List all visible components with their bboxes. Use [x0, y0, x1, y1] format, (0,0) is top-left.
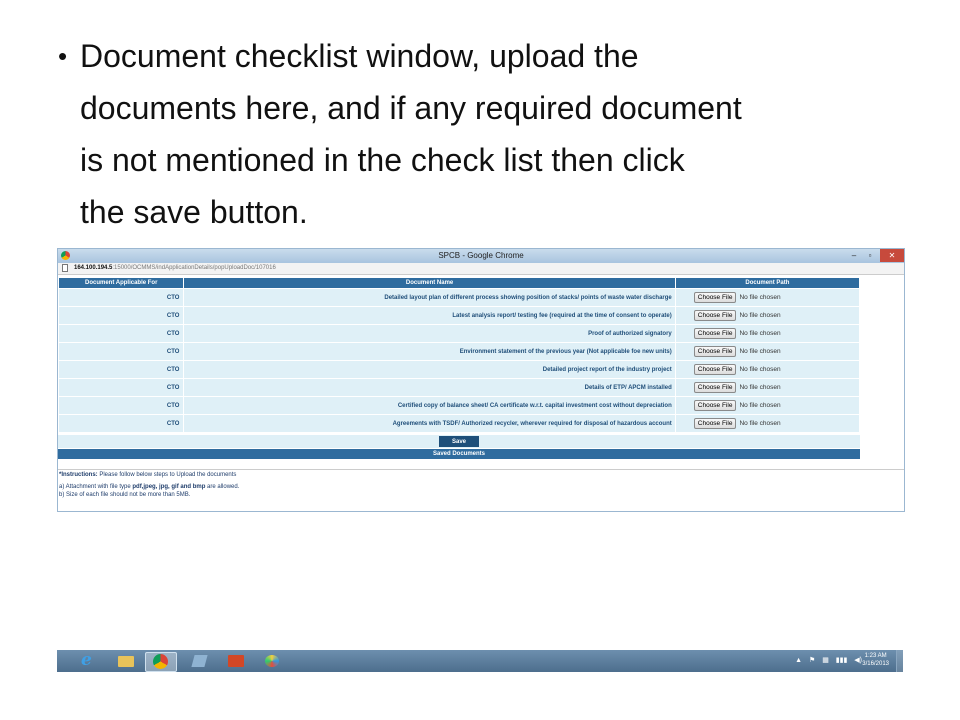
document-name-cell: Detailed project report of the industry project [184, 361, 675, 379]
choose-file-button[interactable]: Choose File [694, 400, 737, 411]
title-bar [58, 249, 904, 263]
table-row [59, 361, 860, 379]
choose-file-button[interactable]: Choose File [694, 382, 737, 393]
choose-file-button[interactable]: Choose File [694, 346, 737, 357]
paint-icon[interactable] [257, 652, 287, 670]
document-path-cell [675, 397, 859, 415]
document-name-cell: Agreements with TSDF/ Authorized recycler, wherever required for disposal of hazardous account [184, 415, 675, 433]
table-row [59, 397, 860, 415]
clock[interactable] [862, 652, 889, 668]
document-path-cell [675, 379, 859, 397]
applicable-for-cell: CTO [59, 307, 184, 325]
no-file-chosen-text: No file chosen [739, 402, 781, 409]
ie-glyph: e [81, 650, 92, 670]
system-tray [795, 652, 867, 670]
table-row [59, 325, 860, 343]
url-host: 164.100.194.5 [74, 265, 113, 271]
applicable-for-cell: CTO [59, 379, 184, 397]
no-file-chosen-text: No file chosen [739, 294, 781, 301]
no-file-chosen-text: No file chosen [739, 348, 781, 355]
address-bar[interactable] [58, 263, 904, 275]
document-name-cell: Detailed layout plan of different process showing position of stacks/ points of waste water discharge [184, 289, 675, 307]
choose-file-button[interactable]: Choose File [694, 310, 737, 321]
caption-line: is not mentioned in the check list then click [80, 142, 685, 178]
choose-file-button[interactable]: Choose File [694, 292, 737, 303]
file-types: pdf,jpeg, jpg, gif and bmp [132, 484, 206, 490]
ebook-reader-icon[interactable] [185, 652, 215, 670]
instruction-a [58, 484, 904, 492]
instruction-a-pre: a) Attachment with file type [59, 484, 133, 490]
instruction-b: b) Size of each file should not be more than 5MB. [59, 492, 191, 498]
powerpoint-icon[interactable] [221, 652, 251, 670]
document-checklist-table [58, 277, 860, 433]
bullet: • [58, 41, 68, 71]
window-title: SPCB - Google Chrome [438, 251, 524, 260]
language-icon[interactable]: ▦ [822, 657, 829, 664]
show-hidden-icons-icon[interactable]: ▲ [795, 657, 802, 664]
save-row [58, 435, 860, 448]
no-file-chosen-text: No file chosen [739, 384, 781, 391]
document-name-cell: Proof of authorized signatory [184, 325, 675, 343]
save-button[interactable]: Save [439, 436, 479, 447]
table-row [59, 415, 860, 433]
slide-caption [58, 30, 938, 238]
applicable-for-cell: CTO [59, 397, 184, 415]
instructions-intro: Please follow below steps to Upload the documents [97, 472, 237, 478]
browser-window [57, 248, 905, 512]
header-document-name: Document Name [184, 278, 675, 289]
clock-time: 1:23 AM [864, 653, 887, 659]
header-applicable-for: Document Applicable For [59, 278, 184, 289]
choose-file-button[interactable]: Choose File [694, 418, 737, 429]
no-file-chosen-text: No file chosen [739, 366, 781, 373]
table-row [59, 307, 860, 325]
page-icon [62, 264, 68, 272]
close-button[interactable]: ✕ [880, 249, 904, 262]
table-row [59, 379, 860, 397]
show-desktop-button[interactable] [896, 650, 903, 672]
file-explorer-icon[interactable] [111, 652, 141, 670]
network-signal-icon[interactable]: ▮▮▮ [835, 657, 848, 664]
applicable-for-cell: CTO [59, 343, 184, 361]
applicable-for-cell: CTO [59, 361, 184, 379]
document-name-cell: Certified copy of balance sheet/ CA certificate w.r.t. capital investment cost without depreciation [184, 397, 675, 415]
choose-file-button[interactable]: Choose File [694, 328, 737, 339]
header-document-path: Document Path [675, 278, 859, 289]
no-file-chosen-text: No file chosen [739, 420, 781, 427]
document-name-cell: Details of ETP/ APCM installed [184, 379, 675, 397]
saved-documents-header: Saved Documents [58, 449, 860, 459]
url-text[interactable] [74, 265, 276, 271]
document-path-cell [675, 325, 859, 343]
instruction-a-post: are allowed. [205, 484, 240, 490]
minimize-button[interactable]: – [851, 251, 857, 260]
clock-date: 3/16/2013 [862, 661, 889, 667]
no-file-chosen-text: No file chosen [739, 330, 781, 337]
caption-text [80, 30, 938, 238]
document-name-cell: Environment statement of the previous year (Not applicable foe new units) [184, 343, 675, 361]
no-file-chosen-text: No file chosen [739, 312, 781, 319]
document-path-cell [675, 343, 859, 361]
applicable-for-cell: CTO [59, 325, 184, 343]
taskbar [57, 650, 903, 672]
document-path-cell [675, 289, 859, 307]
table-row [59, 343, 860, 361]
caption-line: the save button. [80, 194, 308, 230]
chrome-taskbar-icon[interactable] [145, 652, 177, 672]
instructions-title: *Instructions: [59, 472, 98, 478]
applicable-for-cell: CTO [59, 415, 184, 433]
action-center-flag-icon[interactable]: ⚑ [808, 657, 816, 664]
caption-line: Document checklist window, upload the [80, 38, 639, 74]
maximize-button[interactable]: ▫ [868, 251, 872, 260]
url-path: :15000/OCMMS/indApplicationDetails/popUploadDoc/107016 [112, 265, 276, 271]
document-name-cell: Latest analysis report/ testing fee (required at the time of consent to operate) [184, 307, 675, 325]
choose-file-button[interactable]: Choose File [694, 364, 737, 375]
instructions [58, 469, 904, 500]
document-path-cell [675, 361, 859, 379]
table-row [59, 289, 860, 307]
instructions-title-line [58, 472, 904, 480]
volume-icon[interactable]: ◀) [854, 657, 862, 664]
document-path-cell [675, 307, 859, 325]
applicable-for-cell: CTO [59, 289, 184, 307]
document-path-cell [675, 415, 859, 433]
caption-line: documents here, and if any required document [80, 90, 742, 126]
internet-explorer-icon[interactable] [73, 652, 103, 670]
